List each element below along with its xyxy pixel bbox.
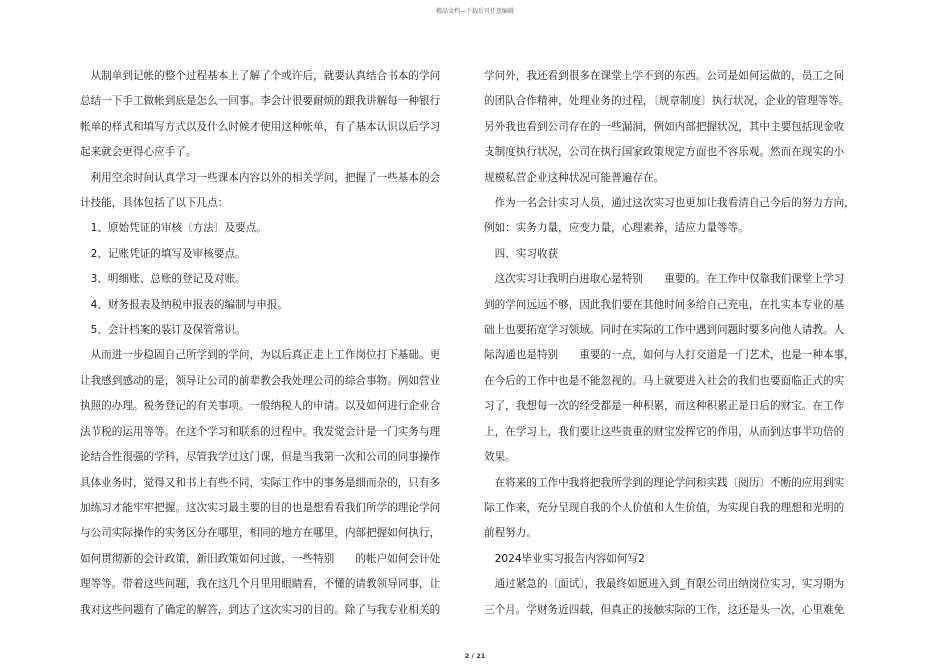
text-line: 起来就会更得心应手了。 <box>80 146 197 159</box>
text-line: 上，在学习上，我们要让这些贵重的财宝发挥它的作用，从而到达事半功倍的 <box>484 425 845 438</box>
text-line: 另外我也看到公司存在的一些漏洞，例如内部把握状况，其中主要包括现金收 <box>484 120 845 133</box>
text-line: 3、明细账、总账的登记及对账。 <box>80 273 246 286</box>
text-line: 总结一下手工做帐到底是怎么一回事。李会计很要耐烦的跟我讲解每一种银行 <box>80 95 441 108</box>
text-line: 具体业务时，觉得又和书上有些不同，实际工作中的事务是细而杂的，只有多 <box>80 476 441 489</box>
text-line: 利用空余时间认真学习一些课本内容以外的相关学问，把握了一些基本的会 <box>80 171 441 184</box>
text-line: 计技能，具体包括了以下几点： <box>80 197 229 210</box>
text-line: 5、会计档案的装订及保管常识。 <box>80 324 246 337</box>
text-line: 作为一名会计实习人员，通过这次实习也更加让我看清自己今后的努力方向， <box>484 197 855 210</box>
page-number: 2 / 21 <box>464 652 486 660</box>
text-line: 在将来的工作中我将把我所学到的理论学问和实践〔阅历〕不断的应用到实 <box>484 476 845 489</box>
text-line: 从而进一步稳固自己所学到的学问，为以后真正走上工作岗位打下基础。更 <box>80 349 441 362</box>
left-text-column <box>80 64 464 623</box>
text-line: 4、财务报表及纳税申报表的编制与申报。 <box>80 298 289 311</box>
text-line: 到的学问远远不够，因此我们要在其他时间多给自己充电，在扎实本专业的基 <box>484 298 845 311</box>
text-line: 帐单的样式和填写方式以及什么时候才使用这种帐单，有了基本认识以后学习 <box>80 120 441 133</box>
text-line: 与公司实际操作的实务区分在哪里，相同的地方在哪里，内部把握如何执行， <box>80 527 441 540</box>
text-line: 四、实习收获 <box>484 247 559 260</box>
text-line: 从制单到记帐的整个过程基本上了解了个或许后，就要认真结合书本的学问 <box>80 70 441 82</box>
text-line: 法节税的运用等等。在这个学习和联系的过程中。我发觉会计是一门实务与理 <box>80 425 441 438</box>
text-line: 2、记账凭证的填写及审核要点。 <box>80 247 246 260</box>
text-line: 支制度执行状况，公司在执行国家政策规定方面也不容乐观。然而在现实的小 <box>484 146 845 159</box>
text-line: 我对这些问题有了确定的解答，到达了这次实习的目的。除了与我专业相关的 <box>80 603 441 616</box>
text-line: 论结合性很强的学科，尽管我学过这门课，但是当我第一次和公司的同事操作 <box>80 451 441 464</box>
text-line: 在今后的工作中也是不能忽视的。马上就要进入社会的我们也要面临正式的实 <box>484 374 845 387</box>
text-line: 执照的办理。税务登记的有关事项。一般纳税人的申请。以及如何进行企业合 <box>80 400 441 413</box>
text-line: 让我感到感动的是，领导让公司的前辈教会我处理公司的综合事物。例如营业 <box>80 374 441 387</box>
text-line: 前程努力。 <box>484 527 537 540</box>
text-line: 际沟通也是特别 重要的一点，如何与人打交道是一门艺术，也是一种本事， <box>484 349 855 362</box>
text-line: 理等等。带着这些问题，我在这几个月里用眼睛看，不懂的请教领导同事，让 <box>80 578 441 591</box>
text-line: 学问外，我还看到很多在课堂上学不到的东西。公司是如何运做的，员工之间 <box>484 70 845 82</box>
text-line: 习了，我想每一次的经受都是一种积累，而这种积累正是日后的财宝。在工作 <box>484 400 845 413</box>
text-line: 规模私营企业这种状况可能普遍存在。 <box>484 171 665 184</box>
right-text-column <box>484 64 876 623</box>
text-line: 通过紧急的〔面试〕，我最终如愿进入到_有限公司出纳岗位实习，实习期为 <box>484 578 845 591</box>
text-line: 1、原始凭证的审核〔方法〕及要点。 <box>80 222 267 235</box>
page-header: 精品文档—下载后可任意编辑 <box>435 8 514 15</box>
text-line: 如何贯彻新的会计政策，新旧政策如何过渡，一些特别 的帐户如何会计处 <box>80 552 441 565</box>
text-line: 础上也要拓宽学习领域。同时在实际的工作中遇到问题时要多向他人请教。人 <box>484 324 845 337</box>
text-line: 三个月。学财务近四载，但真正的接触实际的工作，这还是头一次，心里难免 <box>484 603 845 616</box>
text-line: 效果。 <box>484 451 516 464</box>
text-line: 加练习才能牢牢把握。这次实习最主要的目的也是想看看我们所学的理论学问 <box>80 501 441 514</box>
text-line: 际工作来，充分呈现自我的个人价值和人生价值，为实现自我的理想和光明的 <box>484 501 845 514</box>
text-line: 2024毕业实习报告内容如何写2 <box>484 552 645 565</box>
text-line: 这次实习让我明白进取心是特别 重要的。在工作中仅靠我们课堂上学习 <box>484 273 845 286</box>
text-line: 例如：实务力量，应变力量，心理素养，适应力量等等。 <box>484 222 749 235</box>
text-line: 的团队合作精神，处理业务的过程，〔规章制度〕执行状况，企业的管理等等。 <box>484 95 850 108</box>
